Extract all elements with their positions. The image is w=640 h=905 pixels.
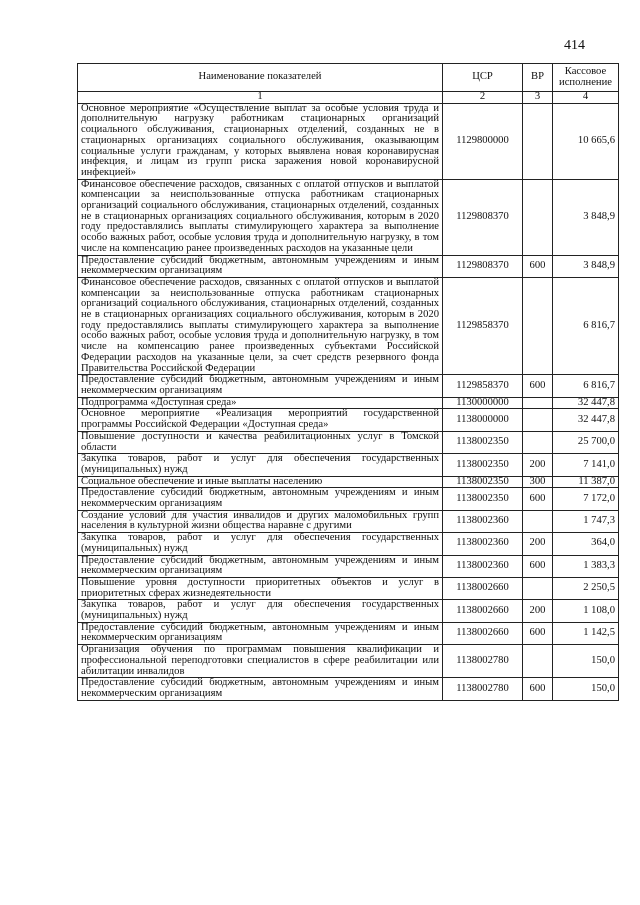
row-name: Основное мероприятие «Реализация мероприятий государственной программы Российской Федерации «Доступная среда»: [78, 409, 443, 431]
row-csr: 1130000000: [443, 397, 523, 409]
row-sum: 3 848,9: [553, 255, 619, 277]
row-vr: [523, 577, 553, 599]
row-csr: 1138002360: [443, 510, 523, 532]
row-sum: 1 108,0: [553, 600, 619, 622]
row-sum: 32 447,8: [553, 409, 619, 431]
row-csr: 1129800000: [443, 103, 523, 179]
column-number-row: [78, 92, 619, 104]
row-sum: 10 665,6: [553, 103, 619, 179]
header-sum: Кассовое исполнение: [553, 64, 619, 92]
row-vr: [523, 397, 553, 409]
row-sum: 150,0: [553, 645, 619, 678]
row-name: Основное мероприятие «Осуществление выплат за особые условия труда и дополнительную нагрузку работникам стационарных организаций социального обслуживания, стационарных отделений, созданных не в стационарных организациях социального обслуживания, оказывающим социальные услуги гражданам, у которых выявлена новая коронавирусная инфекция, и лицам из групп риска заражения новой коронавирусной инфекцией»: [78, 103, 443, 179]
row-vr: 200: [523, 533, 553, 555]
row-sum: 1 142,5: [553, 622, 619, 644]
row-csr: 1138002660: [443, 622, 523, 644]
table-row: [78, 488, 619, 510]
row-vr: 200: [523, 454, 553, 476]
row-csr: 1138002660: [443, 577, 523, 599]
row-vr: 600: [523, 678, 553, 700]
row-sum: 6 816,7: [553, 277, 619, 374]
row-vr: 600: [523, 555, 553, 577]
row-sum: 7 141,0: [553, 454, 619, 476]
col-number-2: 2: [443, 92, 523, 104]
table-row: [78, 397, 619, 409]
row-csr: 1129808370: [443, 255, 523, 277]
row-vr: [523, 510, 553, 532]
row-name: Закупка товаров, работ и услуг для обеспечения государственных (муниципальных) нужд: [78, 454, 443, 476]
table-row: [78, 375, 619, 397]
table-row: [78, 510, 619, 532]
row-vr: [523, 179, 553, 255]
row-name: Финансовое обеспечение расходов, связанных с оплатой отпусков и выплатой компенсации за неиспользованные отпуска работникам стационарных организаций социального обслуживания, стационарных отделений, созданных не в стационарных организациях социального обслуживания, которым в 2020 году предоставлялись выплаты стимулирующего характера за выполнение особо важных работ, особые условия труда и дополнительную нагрузку, в том числе на компенсацию ранее произведенных расходов на указанные цели: [78, 179, 443, 255]
row-sum: 7 172,0: [553, 488, 619, 510]
row-name: Повышение доступности и качества реабилитационных услуг в Томской области: [78, 431, 443, 453]
row-sum: 6 816,7: [553, 375, 619, 397]
row-sum: 364,0: [553, 533, 619, 555]
table-row: [78, 533, 619, 555]
table-row: [78, 678, 619, 700]
table-row: [78, 622, 619, 644]
row-csr: 1138002360: [443, 555, 523, 577]
row-name: Повышение уровня доступности приоритетных объектов и услуг в приоритетных сферах жизнедеятельности: [78, 577, 443, 599]
header-vr: ВР: [523, 64, 553, 92]
row-sum: 32 447,8: [553, 397, 619, 409]
col-number-3: 3: [523, 92, 553, 104]
row-csr: 1129858370: [443, 277, 523, 374]
row-vr: 200: [523, 600, 553, 622]
row-vr: [523, 103, 553, 179]
row-sum: 11 387,0: [553, 476, 619, 488]
row-sum: 1 747,3: [553, 510, 619, 532]
row-sum: 2 250,5: [553, 577, 619, 599]
table-row: [78, 600, 619, 622]
table-row: [78, 103, 619, 179]
row-csr: 1138002360: [443, 533, 523, 555]
row-vr: 300: [523, 476, 553, 488]
row-csr: 1138002350: [443, 454, 523, 476]
row-vr: 600: [523, 488, 553, 510]
row-name: Предоставление субсидий бюджетным, автономным учреждениям и иным некоммерческим организациям: [78, 678, 443, 700]
row-sum: 25 700,0: [553, 431, 619, 453]
row-name: Предоставление субсидий бюджетным, автономным учреждениям и иным некоммерческим организациям: [78, 255, 443, 277]
row-name: Закупка товаров, работ и услуг для обеспечения государственных (муниципальных) нужд: [78, 600, 443, 622]
row-vr: [523, 409, 553, 431]
row-vr: [523, 431, 553, 453]
row-csr: 1138002350: [443, 431, 523, 453]
row-csr: 1138000000: [443, 409, 523, 431]
row-name: Предоставление субсидий бюджетным, автономным учреждениям и иным некоммерческим организациям: [78, 555, 443, 577]
row-name: Подпрограмма «Доступная среда»: [78, 397, 443, 409]
row-name: Предоставление субсидий бюджетным, автономным учреждениям и иным некоммерческим организациям: [78, 375, 443, 397]
row-vr: 600: [523, 375, 553, 397]
row-csr: 1138002350: [443, 476, 523, 488]
table-header-row: [78, 64, 619, 92]
row-name: Предоставление субсидий бюджетным, автономным учреждениям и иным некоммерческим организациям: [78, 622, 443, 644]
table-body: [78, 103, 619, 700]
row-vr: 600: [523, 622, 553, 644]
row-sum: 1 383,3: [553, 555, 619, 577]
table-row: [78, 179, 619, 255]
row-csr: 1129808370: [443, 179, 523, 255]
header-name: Наименование показателей: [78, 64, 443, 92]
table-row: [78, 645, 619, 678]
col-number-1: 1: [78, 92, 443, 104]
row-name: Предоставление субсидий бюджетным, автономным учреждениям и иным некоммерческим организациям: [78, 488, 443, 510]
row-csr: 1138002350: [443, 488, 523, 510]
row-vr: 600: [523, 255, 553, 277]
table-row: [78, 277, 619, 374]
row-csr: 1138002660: [443, 600, 523, 622]
row-name: Социальное обеспечение и иные выплаты населению: [78, 476, 443, 488]
row-csr: 1138002780: [443, 678, 523, 700]
table-row: [78, 431, 619, 453]
col-number-4: 4: [553, 92, 619, 104]
table-row: [78, 255, 619, 277]
row-name: Финансовое обеспечение расходов, связанных с оплатой отпусков и выплатой компенсации за неиспользованные отпуска работникам стационарных организаций социального обслуживания, стационарных отделений, созданных не в стационарных организациях социального обслуживания, которым в 2020 году предоставлялись выплаты стимулирующего характера за выполнение особо важных работ, особые условия труда и дополнительную нагрузку, в том числе на компенсацию ранее произведенных субъектами Российской Федерации расходов на указанные цели, за счет средств резервного фонда Правительства Российской Федерации: [78, 277, 443, 374]
row-vr: [523, 645, 553, 678]
table-row: [78, 409, 619, 431]
header-csr: ЦСР: [443, 64, 523, 92]
budget-execution-table: [77, 63, 619, 701]
row-csr: 1129858370: [443, 375, 523, 397]
row-vr: [523, 277, 553, 374]
table-row: [78, 555, 619, 577]
row-sum: 150,0: [553, 678, 619, 700]
row-sum: 3 848,9: [553, 179, 619, 255]
row-name: Организация обучения по программам повышения квалификации и профессиональной переподготовки специалистов в сфере реабилитации или абилитации инвалидов: [78, 645, 443, 678]
row-csr: 1138002780: [443, 645, 523, 678]
table-row: [78, 577, 619, 599]
table-row: [78, 454, 619, 476]
table-row: [78, 476, 619, 488]
row-name: Создание условий для участия инвалидов и других маломобильных групп населения в культурной жизни общества наравне с другими: [78, 510, 443, 532]
row-name: Закупка товаров, работ и услуг для обеспечения государственных (муниципальных) нужд: [78, 533, 443, 555]
page-number: 414: [564, 38, 585, 53]
